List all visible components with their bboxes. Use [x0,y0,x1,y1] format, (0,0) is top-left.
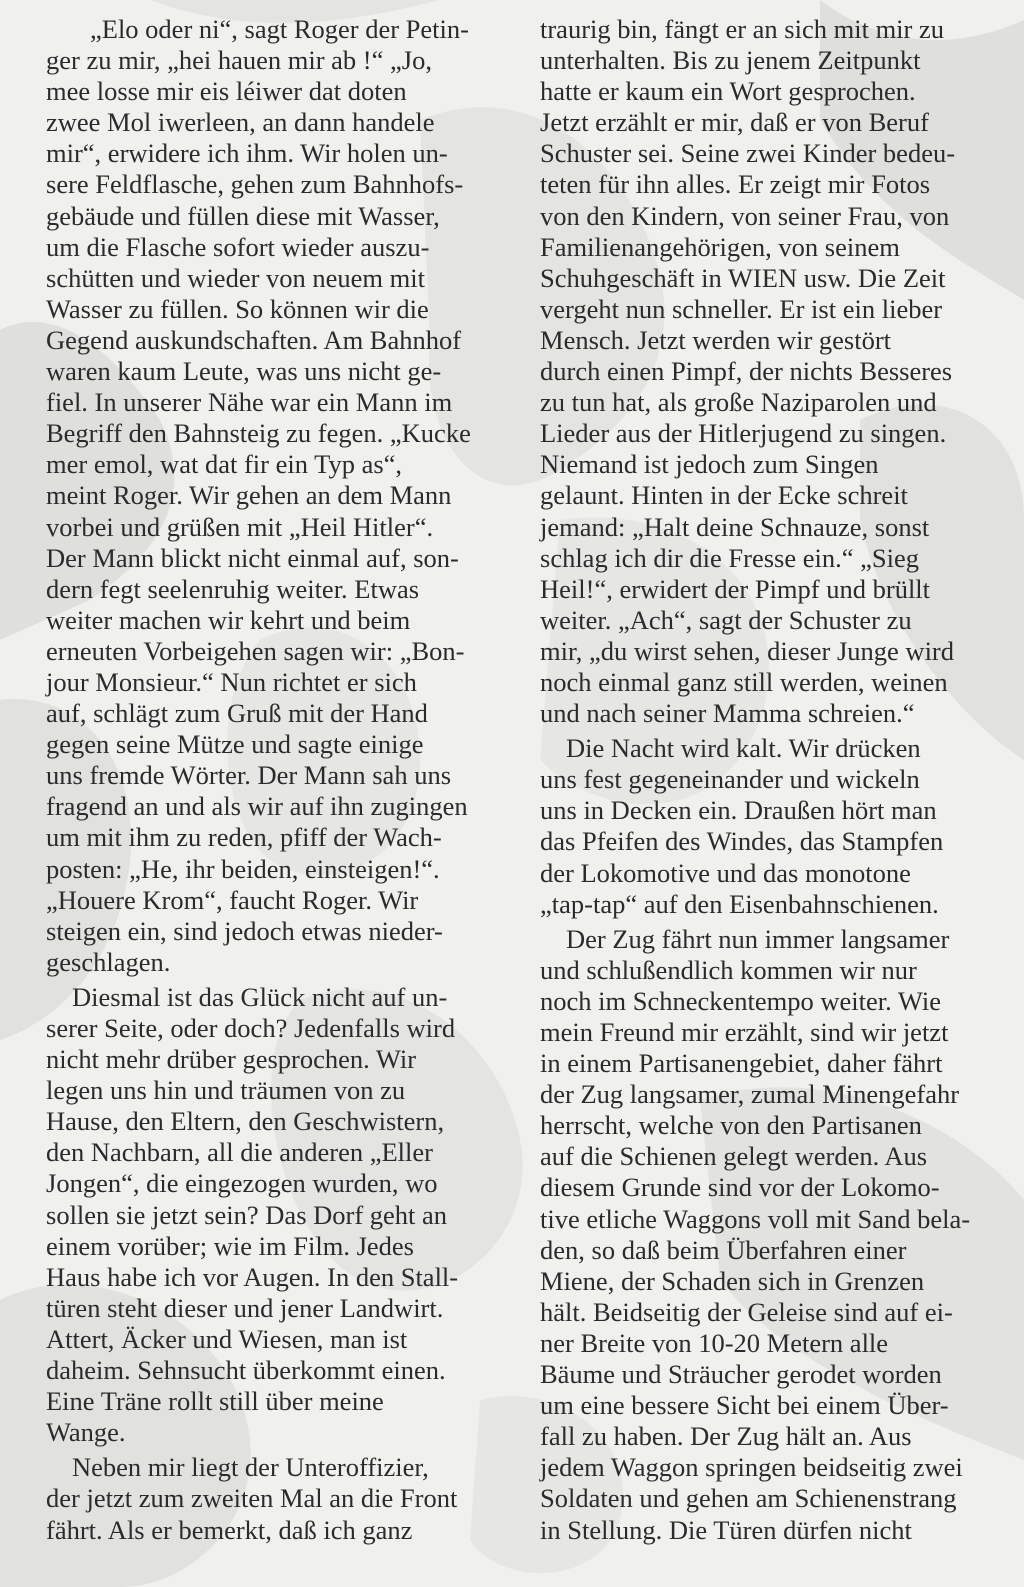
text-line: auf die Schienen gelegt werden. Aus [540,1141,928,1172]
text-line: „tap-tap“ auf den Eisenbahnschienen. [540,888,939,919]
text-line: Eine Träne rollt still über meine [46,1386,384,1417]
text-line: um mit ihm zu reden, pfiff der Wach- [46,822,442,853]
text-line: hatte er kaum ein Wort gesprochen. [540,76,916,107]
text-line: das Pfeifen des Windes, das Stampfen [540,826,944,857]
text-line: tive etliche Waggons voll mit Sand bela- [540,1203,971,1234]
text-line: den Nachbarn, all die anderen „Eller [46,1137,433,1168]
text-line: fiel. In unserer Nähe war ein Mann im [46,387,453,418]
text-line: der Zug langsamer, zumal Minengefahr [540,1079,960,1110]
text-line: fall zu haben. Der Zug hält an. Aus [540,1421,912,1452]
text-line: uns fremde Wörter. Der Mann sah uns [46,760,452,791]
text-line: legen uns hin und träumen von zu [46,1075,406,1106]
text-line: durch einen Pimpf, der nichts Besseres [540,356,953,387]
text-line: Diesmal ist das Glück nicht auf un- [72,981,448,1012]
text-line: jemand: „Halt deine Schnauze, sonst [540,511,930,542]
text-line: uns in Decken ein. Draußen hört man [540,795,937,826]
text-line: Wasser zu füllen. So können wir die [46,293,429,324]
text-line: Der Mann blickt nicht einmal auf, son- [46,542,459,573]
text-line: fragend an und als wir auf ihn zugingen [46,791,468,822]
text-line: gebäude und füllen diese mit Wasser, [46,200,440,231]
text-line: posten: „He, ihr beiden, einsteigen!“. [46,853,440,884]
text-line: daheim. Sehnsucht überkommt einen. [46,1355,446,1386]
text-line: zwee Mol iwerleen, an dann handele [46,107,435,138]
text-line: schlag ich dir die Fresse ein.“ „Sieg [540,542,919,573]
text-line: nicht mehr drüber gesprochen. Wir [46,1044,417,1075]
text-line: herrscht, welche von den Partisanen [540,1110,922,1141]
text-line: Begriff den Bahnsteig zu fegen. „Kucke [46,418,471,449]
left-text-column [46,14,490,1546]
text-line: mein Freund mir erzählt, sind wir jetzt [540,1017,949,1047]
text-line: meint Roger. Wir gehen an dem Mann [46,480,452,511]
text-line: ner Breite von 10-20 Metern alle [540,1327,889,1358]
text-line: sere Feldflasche, gehen zum Bahnhofs- [46,169,464,200]
text-line: weiter machen wir kehrt und beim [46,604,411,635]
text-line: Soldaten und gehen am Schienenstrang [540,1483,957,1514]
text-line: Schuhgeschäft in WIEN usw. Die Zeit [540,262,946,293]
text-line: Wange. [46,1417,126,1448]
text-line: Die Nacht wird kalt. Wir drücken [566,733,921,764]
text-line: uns fest gegeneinander und wickeln [540,764,920,795]
text-line: in einem Partisanengebiet, daher fährt [540,1048,943,1079]
text-line: und nach seiner Mamma schreien.“ [540,698,915,729]
text-line: ger zu mir, „hei hauen mir ab !“ „Jo, [46,45,432,76]
text-line: noch einmal ganz still werden, weinen [540,666,948,697]
text-line: Attert, Äcker und Wiesen, man ist [46,1323,408,1354]
text-line: auf, schlägt zum Gruß mit der Hand [46,698,428,729]
text-line: mir“, erwidere ich ihm. Wir holen un- [46,138,448,169]
text-line: serer Seite, oder doch? Jedenfalls wird [46,1013,456,1043]
text-line: jedem Waggon springen beidseitig zwei [540,1452,963,1483]
text-line: gelaunt. Hinten in der Ecke schreit [540,480,908,511]
text-line: Der Zug fährt nun immer langsamer [566,923,950,954]
text-line: schütten und wieder von neuem mit [46,262,426,293]
text-line: der jetzt zum zweiten Mal an die Front [46,1483,458,1514]
right-text-column [540,14,980,1546]
text-line: vergeht nun schneller. Er ist ein lieber [540,293,943,324]
text-line: gegen seine Mütze und sagte einige [46,729,424,760]
text-line: steigen ein, sind jedoch etwas nieder- [46,915,443,946]
text-line: Hause, den Eltern, den Geschwistern, [46,1106,445,1137]
text-line: Bäume und Sträucher gerodet worden [540,1359,942,1390]
text-line: Heil!“, erwidert der Pimpf und brüllt [540,573,931,604]
text-line: und schlußendlich kommen wir nur [540,954,917,985]
text-line: vorbei und grüßen mit „Heil Hitler“. [46,511,434,542]
text-line: Mensch. Jetzt werden wir gestört [540,324,892,355]
text-line: um eine bessere Sicht bei einem Über- [540,1390,949,1421]
text-line: hält. Beidseitig der Geleise sind auf ei- [540,1296,953,1327]
text-line: geschlagen. [46,946,171,977]
text-line: um die Flasche sofort wieder auszu- [46,231,430,262]
text-line: Neben mir liegt der Unteroffizier, [72,1452,429,1483]
text-line: in Stellung. Die Türen dürfen nicht [540,1514,912,1545]
text-line: jour Monsieur.“ Nun richtet er sich [46,666,417,697]
text-line: Lieder aus der Hitlerjugend zu singen. [540,418,947,449]
text-line: Haus habe ich vor Augen. In den Stall- [46,1261,459,1292]
text-line: „Houere Krom“, faucht Roger. Wir [46,884,419,915]
text-line: diesem Grunde sind vor der Lokomo- [540,1172,940,1203]
text-line: den, so daß beim Überfahren einer [540,1234,907,1265]
text-line: von den Kindern, von seiner Frau, von [540,200,950,231]
text-line: mir, „du wirst sehen, dieser Junge wird [540,635,955,666]
text-line: Gegend auskundschaften. Am Bahnhof [46,324,462,355]
text-line: weiter. „Ach“, sagt der Schuster zu [540,604,912,635]
text-line: Schuster sei. Seine zwei Kinder bedeu- [540,138,956,169]
text-line: noch im Schneckentempo weiter. Wie [540,985,941,1016]
text-line: teten für ihn alles. Er zeigt mir Fotos [540,169,931,200]
text-line: Familienangehörigen, von seinem [540,231,900,262]
text-line: Miene, der Schaden sich in Grenzen [540,1265,925,1296]
text-line: erneuten Vorbeigehen sagen wir: „Bon- [46,635,465,666]
text-line: waren kaum Leute, was uns nicht ge- [46,356,442,387]
text-line: zu tun hat, als große Naziparolen und [540,387,937,418]
text-line: mee losse mir eis léiwer dat doten [46,76,407,107]
text-line: sollen sie jetzt sein? Das Dorf geht an [46,1199,448,1230]
text-line: Jongen“, die eingezogen wurden, wo [46,1168,438,1199]
text-line: Jetzt erzählt er mir, daß er von Beruf [540,107,929,138]
text-line: mer emol, wat dat fir ein Typ as“, [46,449,403,480]
text-line: traurig bin, fängt er an sich mit mir zu [540,14,945,44]
text-line: dern fegt seelenruhig weiter. Etwas [46,573,420,604]
text-line: „Elo oder ni“, sagt Roger der Petin- [90,14,469,44]
text-line: türen steht dieser und jener Landwirt. [46,1292,444,1323]
text-line: der Lokomotive und das monotone [540,857,911,888]
text-line: einem vorüber; wie im Film. Jedes [46,1230,414,1261]
text-line: Niemand ist jedoch zum Singen [540,449,879,480]
text-line: fährt. Als er bemerkt, daß ich ganz [46,1514,413,1545]
text-line: unterhalten. Bis zu jenem Zeitpunkt [540,45,921,76]
